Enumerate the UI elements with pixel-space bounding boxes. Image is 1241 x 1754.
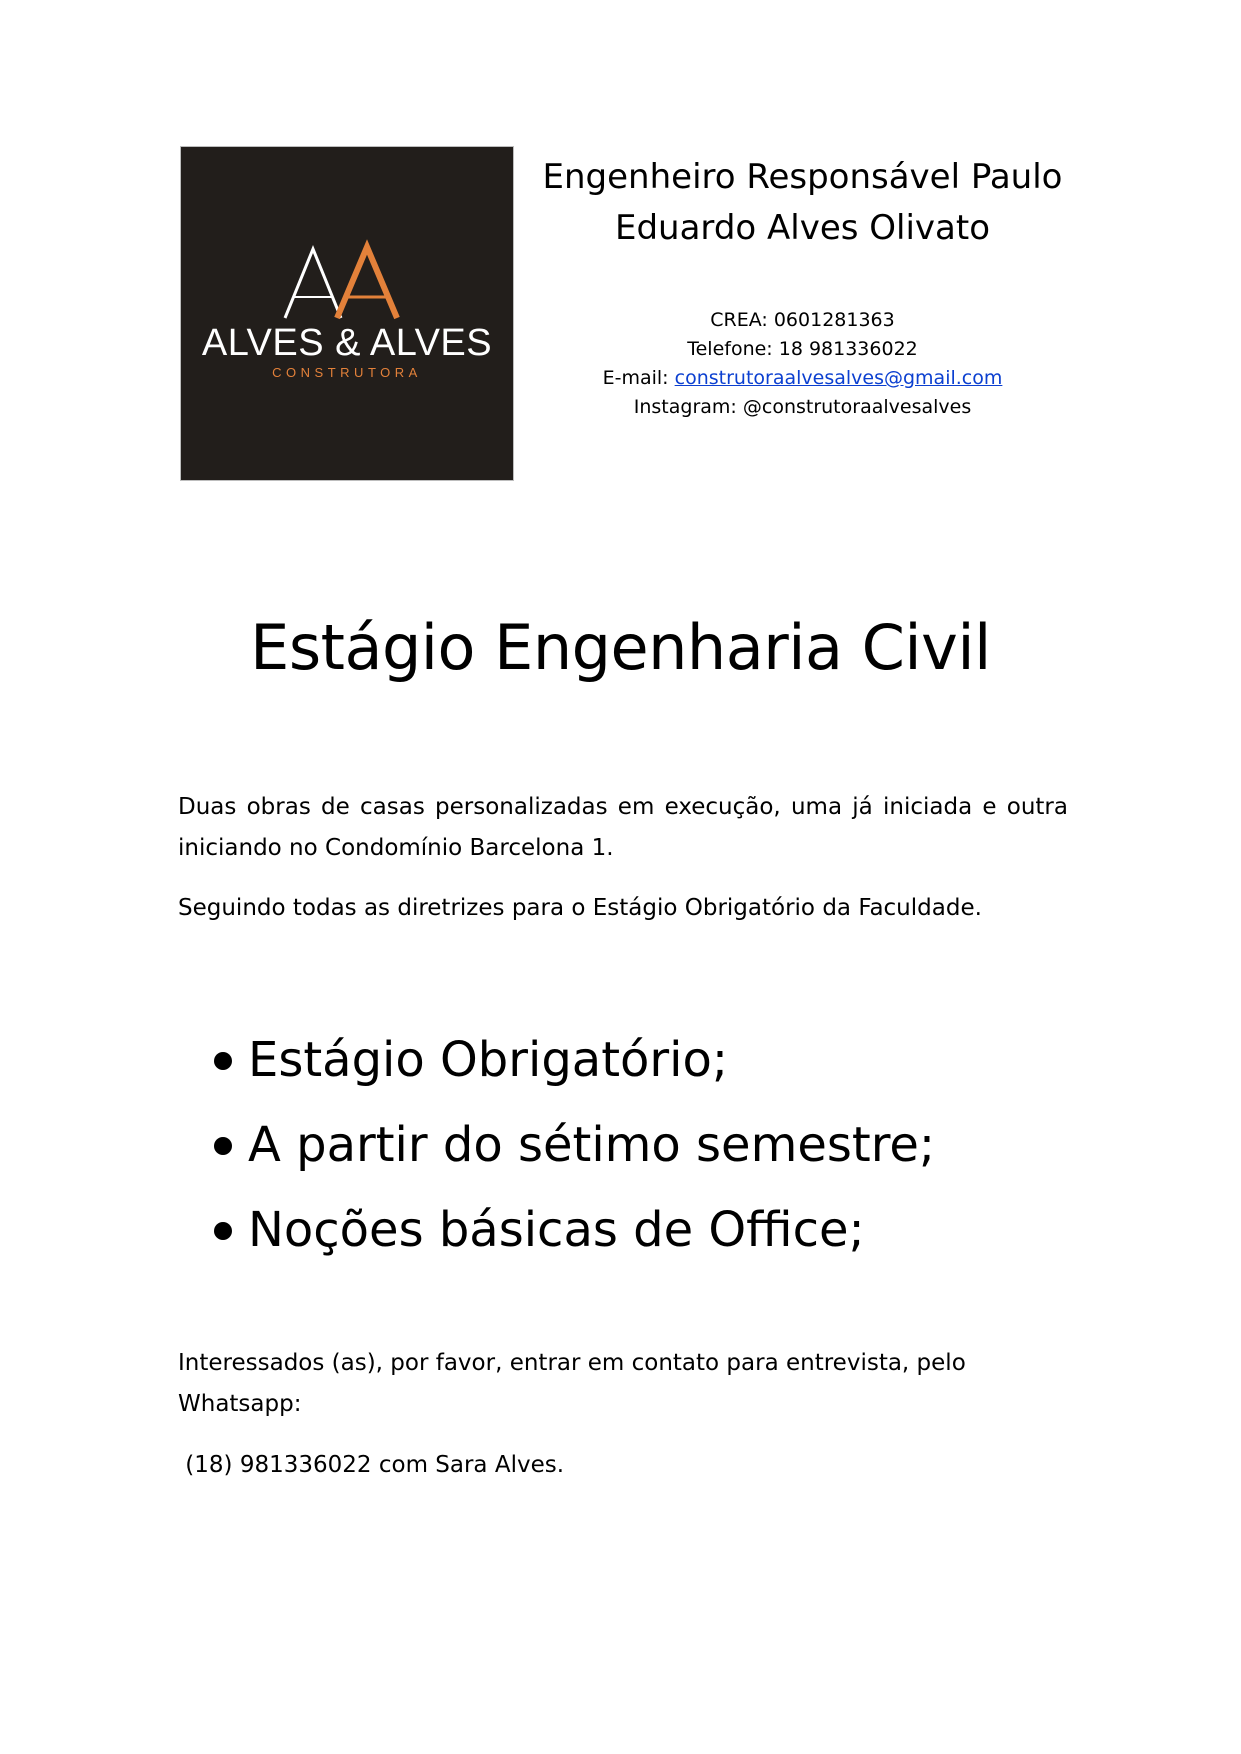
list-item [214, 1018, 935, 1103]
requirement-text: Noções básicas de Office; [248, 1202, 865, 1258]
intro-paragraph: Duas obras de casas personalizadas em execução, uma já iniciada e outra iniciando no Condomínio Barcelona 1. [178, 794, 1068, 861]
phone-number: Telefone: 18 981336022 [687, 338, 918, 360]
email-link[interactable]: construtoraalvesalves@gmail.com [674, 367, 1003, 389]
guidelines-paragraph: Seguindo todas as diretrizes para o Estágio Obrigatório da Faculdade. [178, 895, 982, 921]
requirement-text: Estágio Obrigatório; [248, 1032, 728, 1088]
instagram-handle: Instagram: @construtoraalvesalves [633, 396, 972, 418]
list-item [214, 1103, 935, 1188]
logo-company-subtitle: CONSTRUTORA [272, 365, 422, 380]
crea-number: CREA: 0601281363 [710, 309, 895, 331]
logo-monogram-icon [181, 147, 513, 480]
list-item [214, 1188, 935, 1273]
requirements-list [214, 1018, 935, 1273]
email-line [560, 364, 1045, 393]
page-title: Estágio Engenharia Civil [250, 611, 991, 684]
contact-paragraph: Interessados (as), por favor, entrar em contato para entrevista, pelo Whatsapp: [178, 1350, 966, 1417]
bullet-icon [214, 1222, 232, 1240]
contact-block [560, 306, 1045, 422]
engineer-heading [530, 152, 1075, 254]
whatsapp-contact: (18) 981336022 com Sara Alves. [178, 1452, 565, 1478]
email-label: E-mail: [602, 367, 675, 389]
bullet-icon [214, 1052, 232, 1070]
engineer-line-1: Engenheiro Responsável Paulo [542, 157, 1063, 197]
logo-company-name: ALVES & ALVES [201, 322, 493, 364]
engineer-line-2: Eduardo Alves Olivato [614, 208, 991, 248]
bullet-icon [214, 1137, 232, 1155]
company-logo [181, 147, 513, 480]
requirement-text: A partir do sétimo semestre; [248, 1117, 936, 1173]
